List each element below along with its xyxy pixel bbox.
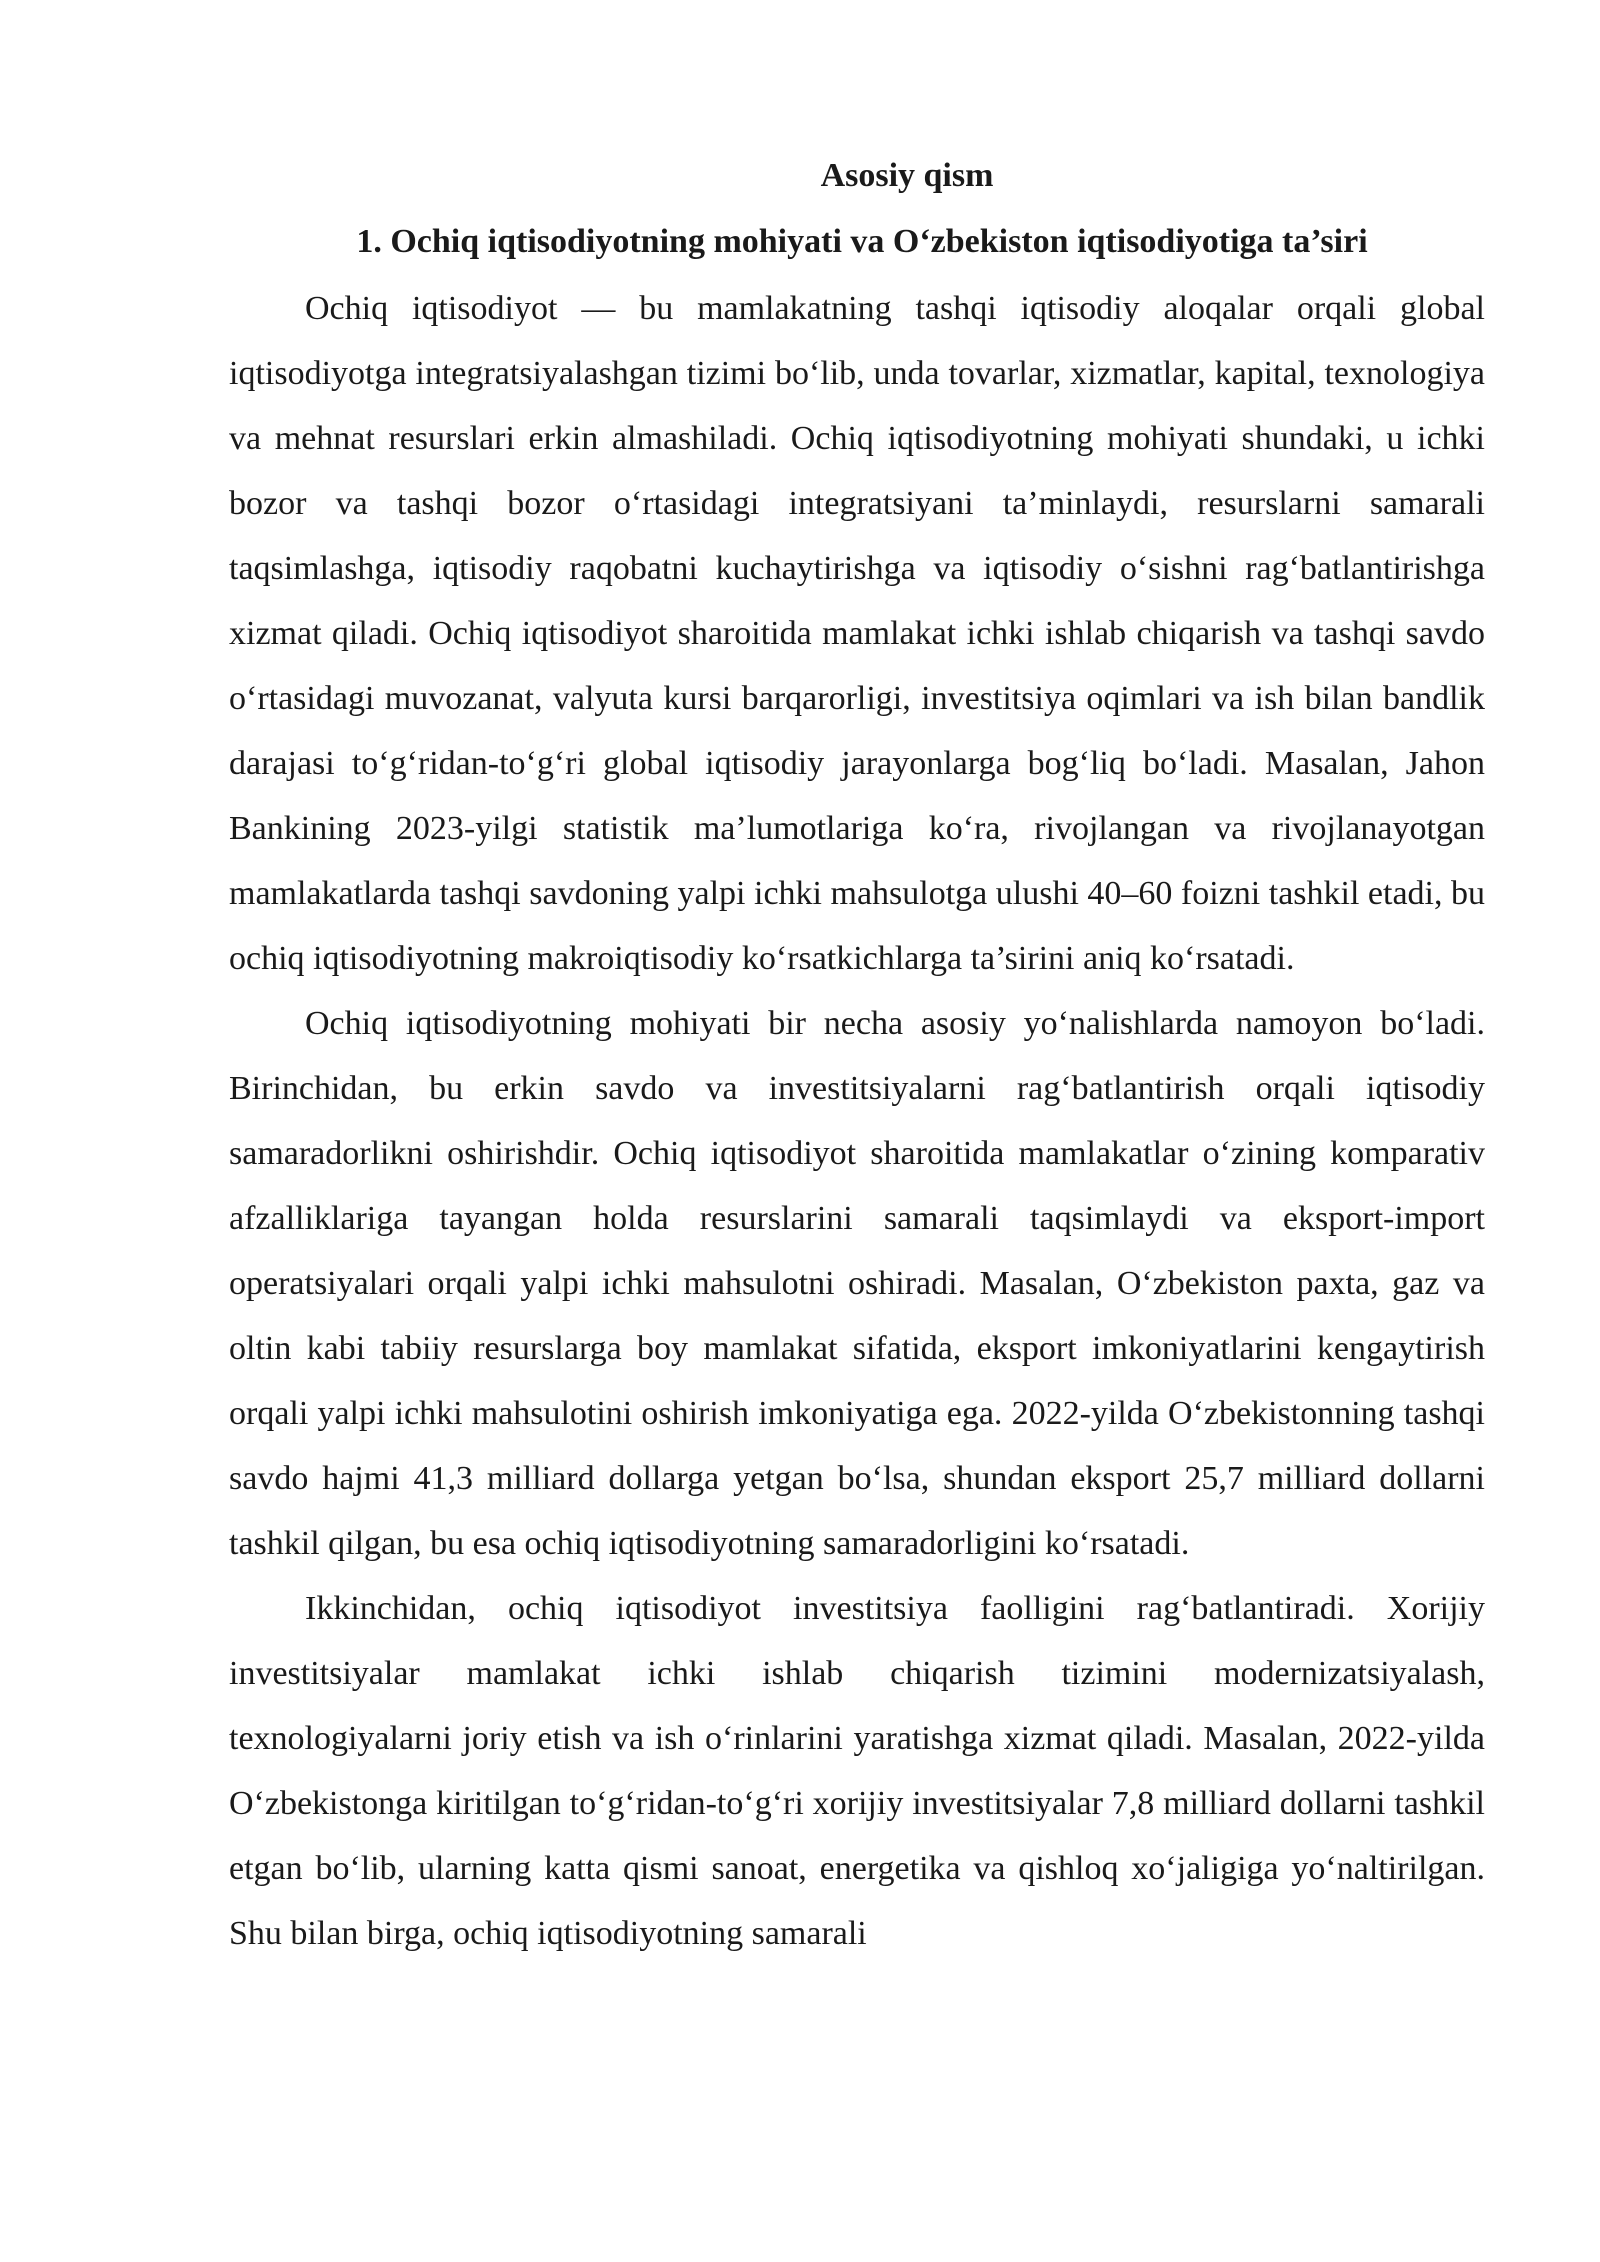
body-paragraph-1: Ochiq iqtisodiyot — bu mamlakatning tashqi iqtisodiy aloqalar orqali global iqtisodiyotga integratsiyalashgan tizimi bo‘lib, unda tovarlar, xizmatlar, kapital, texnologiya va mehnat resurslari erkin almashiladi. Ochiq iqtisodiyotning mohiyati shundaki, u ichki bozor va tashqi bozor o‘rtasidagi integratsiyani ta’minlaydi, resurslarni samarali taqsimlashga, iqtisodiy raqobatni kuchaytirishga va iqtisodiy o‘sishni rag‘batlantirishga xizmat qiladi. Ochiq iqtisodiyot sharoitida mamlakat ichki ishlab chiqarish va tashqi savdo o‘rtasidagi muvozanat, valyuta kursi barqarorligi, investitsiya oqimlari va ish bilan bandlik darajasi to‘g‘ridan-to‘g‘ri global iqtisodiy jarayonlarga bog‘liq bo‘ladi. Masalan, Jahon Bankining 2023-yilgi statistik ma’lumotlariga ko‘ra, rivojlangan va rivojlanayotgan mamlakatlarda tashqi savdoning yalpi ichki mahsulotga ulushi 40–60 foizni tashkil etadi, bu ochiq iqtisodiyotning makroiqtisodiy ko‘rsatkichlarga ta’sirini aniq ko‘rsatadi.: [229, 290, 1485, 977]
document-title: Asosiy qism: [820, 157, 994, 194]
section-heading: 1. Ochiq iqtisodiyotning mohiyati va O‘zbekiston iqtisodiyotiga ta’siri: [356, 223, 1368, 260]
document-page: [229, 148, 1485, 1966]
body-paragraph-2: Ochiq iqtisodiyotning mohiyati bir necha asosiy yo‘nalishlarda namoyon bo‘ladi. Birinchidan, bu erkin savdo va investitsiyalarni rag‘batlantirish orqali iqtisodiy samaradorlikni oshirishdir. Ochiq iqtisodiyot sharoitida mamlakatlar o‘zining komparativ afzalliklariga tayangan holda resurslarini samarali taqsimlaydi va eksport-import operatsiyalari orqali yalpi ichki mahsulotni oshiradi. Masalan, O‘zbekiston paxta, gaz va oltin kabi tabiiy resurslarga boy mamlakat sifatida, eksport imkoniyatlarini kengaytirish orqali yalpi ichki mahsulotini oshirish imkoniyatiga ega. 2022-yilda O‘zbekistonning tashqi savdo hajmi 41,3 milliard dollarga yetgan bo‘lsa, shundan eksport 25,7 milliard dollarni tashkil qilgan, bu esa ochiq iqtisodiyotning samaradorligini ko‘rsatadi.: [229, 1005, 1485, 1562]
body-paragraph-3: Ikkinchidan, ochiq iqtisodiyot investitsiya faolligini rag‘batlantiradi. Xorijiy investitsiyalar mamlakat ichki ishlab chiqarish tizimini modernizatsiyalash, texnologiyalarni joriy etish va ish o‘rinlarini yaratishga xizmat qiladi. Masalan, 2022-yilda O‘zbekistonga kiritilgan to‘g‘ridan-to‘g‘ri xorijiy investitsiyalar 7,8 milliard dollarni tashkil etgan bo‘lib, ularning katta qismi sanoat, energetika va qishloq xo‘jaligiga yo‘naltirilgan. Shu bilan birga, ochiq iqtisodiyotning samarali: [229, 1590, 1485, 1952]
